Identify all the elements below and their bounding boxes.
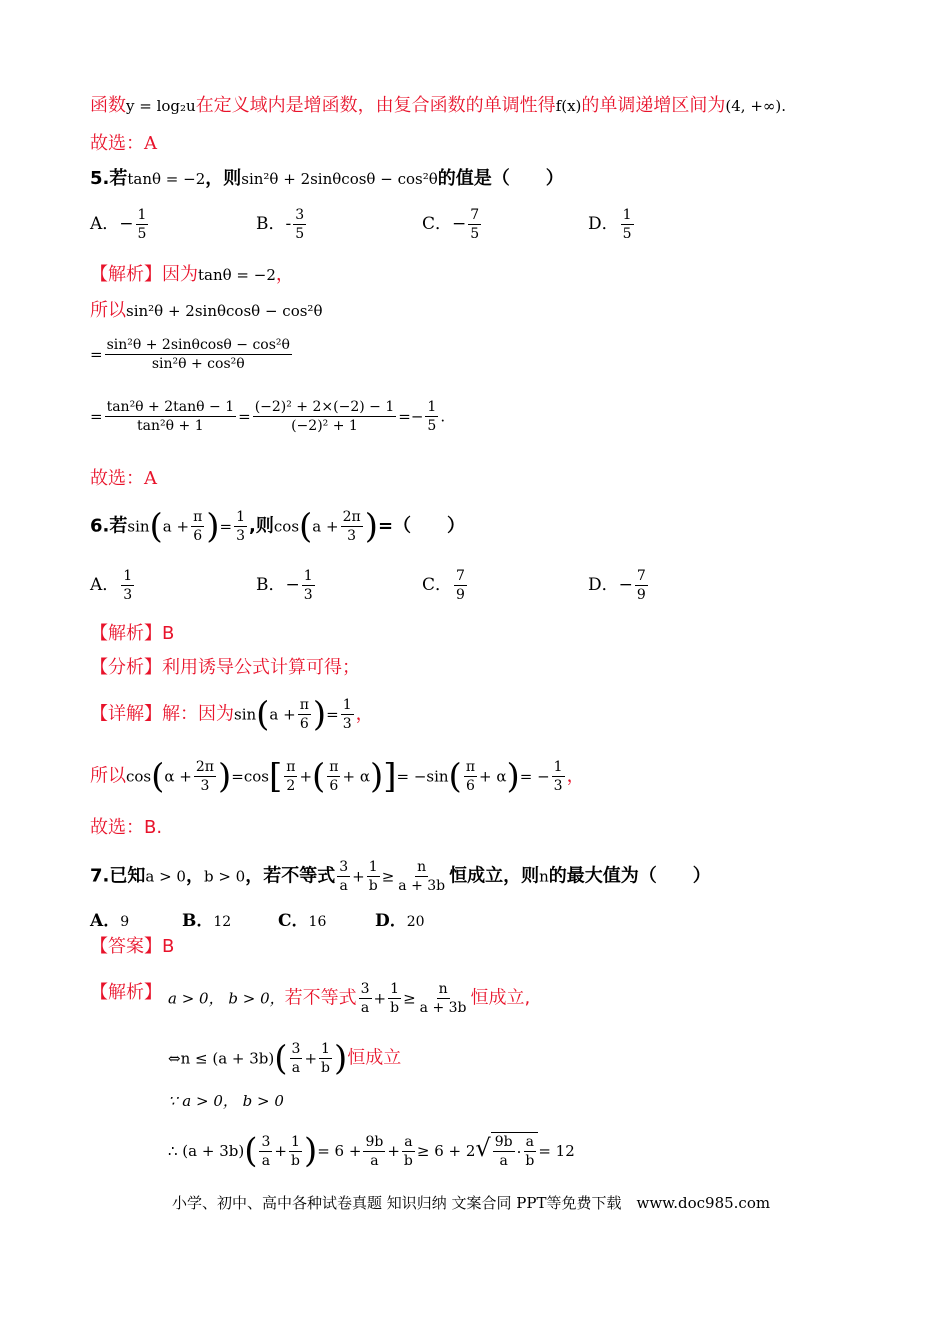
- log-formula: y = log₂u: [126, 97, 196, 115]
- q5-option-c: C．− $\frac{7}{5}$: [422, 207, 480, 242]
- q6-fenxi: 【分析】利用诱导公式计算可得；: [90, 657, 360, 678]
- q7-option-d: D．20: [375, 911, 425, 931]
- question-5: 5.若tanθ = −2，则sin²θ + 2sinθcosθ − cos²θ的值是（ ）: [90, 168, 564, 189]
- q7-option-c: C．16: [278, 911, 327, 931]
- choose-line-1: 故选：A: [90, 133, 157, 154]
- q7-option-b: B．12: [182, 911, 232, 931]
- q6-option-b: B．− $\frac{1}{3}$: [256, 568, 313, 603]
- q7-equiv-line: ⇔n ≤ (a + 3b)( $\frac{3}{a}$ + $\frac{1}{b}$ )恒成立: [168, 1038, 402, 1079]
- q6-option-d: D．− $\frac{7}{9}$: [588, 568, 646, 603]
- q7-analysis-label: 【解析】: [90, 982, 162, 1003]
- intro-line: 函数y = log₂u在定义域内是增函数，由复合函数的单调性得f(x)的单调递增区间为(4, +∞).: [90, 95, 787, 116]
- q6-detail: 【详解】解：因为sin(a + $\frac{\pi}{6}$ )= $\frac{1}{3}$ ，: [90, 694, 374, 735]
- q5-step-2: = $\frac{\text{tan²θ + 2tanθ − 1}}{\text{tan²θ + 1}}$ = $\frac{\text{(−2)² + 2×(−2) − 1}}{\text{(−2)² + 1}}$ =− $\frac{1}{5}$ .: [90, 399, 446, 434]
- q7-therefore: ∴ (a + 3b)( $\frac{3}{a}$ + $\frac{1}{b}$ )= 6 + $\frac{9b}{a}$ + $\frac{a}{b}$ ≥ 6 + 2√ $\frac{9b}{a}$ · $\frac{a}{b}$ = 12: [168, 1131, 575, 1171]
- footer-text: 小学、初中、高中各种试卷真题 知识归纳 文案合同 PPT等免费下载 www.doc985.com: [172, 1194, 771, 1212]
- q6-choose: 故选：B.: [90, 817, 163, 838]
- q5-so-line: 所以sin²θ + 2sinθcosθ − cos²θ: [90, 300, 323, 321]
- q5-choose: 故选：A: [90, 468, 157, 489]
- q7-because: ∵ a > 0， b > 0: [168, 1092, 284, 1110]
- q5-option-b: B．- $\frac{3}{5}$: [256, 207, 305, 242]
- question-6: 6.若sin(a + $\frac{\pi}{6}$ )= $\frac{1}{3}$ ,则cos(a + $\frac{2\pi}{3}$ )=（ ）: [90, 506, 466, 547]
- q6-so-line: 所以cos(α + $\frac{2\pi}{3}$ )=cos[ $\frac{\pi}{2}$ +( $\frac{\pi}{6}$ + α)]= −sin( $\frac{\pi}{6}$ + α)= − $\frac{1}{3}$ ，: [90, 756, 585, 797]
- q7-option-a: A．9: [90, 911, 130, 931]
- q7-answer: 【答案】B: [90, 936, 175, 957]
- q6-option-a: A． $\frac{1}{3}$: [90, 568, 133, 603]
- q6-analysis: 【解析】B: [90, 623, 175, 644]
- q5-analysis: 【解析】因为tanθ = −2，: [90, 264, 294, 285]
- q5-option-a: A．− $\frac{1}{5}$: [90, 207, 147, 242]
- q5-option-d: D． $\frac{1}{5}$: [588, 207, 632, 242]
- interval: (4, +∞): [725, 97, 782, 115]
- q7-analysis-line: a > 0， b > 0，若不等式 $\frac{3}{a}$ + $\frac{1}{b}$ ≥ $\frac{n}{a + 3b}$ 恒成立,: [168, 981, 531, 1016]
- q6-option-c: C． $\frac{7}{9}$: [422, 568, 465, 603]
- q5-step-1: = $\frac{\text{sin²θ + 2sinθcosθ − cos²θ}}{\text{sin²θ + cos²θ}}$: [90, 337, 290, 372]
- question-7: 7.已知a > 0，b > 0，若不等式 $\frac{3}{a}$ + $\frac{1}{b}$ ≥ $\frac{n}{a + 3b}$ 恒成立，则n的最大值为（ ）: [90, 859, 711, 894]
